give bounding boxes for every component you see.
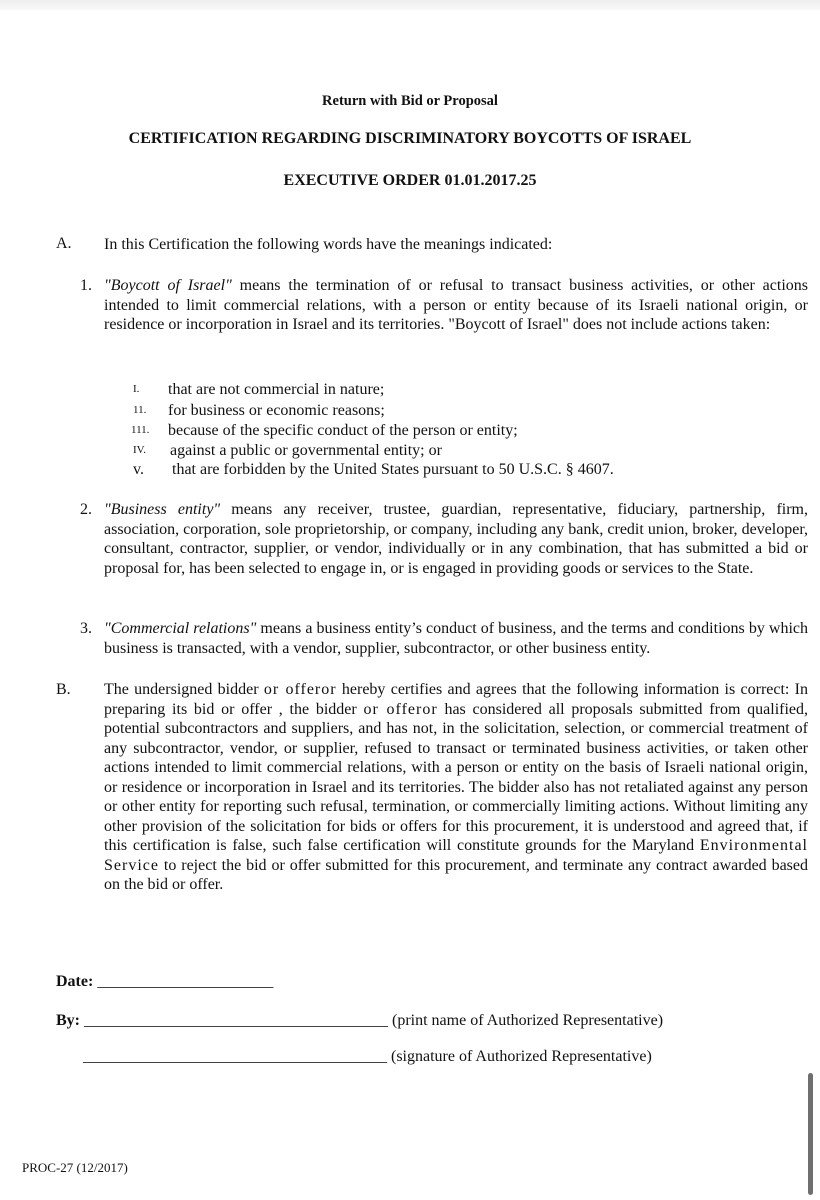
agency-name: Environmental Service bbox=[104, 837, 808, 874]
document-title: CERTIFICATION REGARDING DISCRIMINATORY BOYCOTTS OF ISRAEL bbox=[128, 130, 692, 147]
print-name-note: (print name of Authorized Representative) bbox=[392, 1012, 664, 1029]
subitem-text: for business or economic reasons; bbox=[168, 402, 385, 419]
definition-commercial-relations bbox=[104, 619, 808, 658]
definition-commercial-relations-text: means a business entity’s conduct of business, and the terms and conditions by which business is transacted, with a vendor, supplier, subcontractor, or other business entity. bbox=[104, 620, 808, 657]
certification-text-2: hereby certifies and agrees that the following information is correct: In preparing its bid or offer , the bidder bbox=[104, 681, 809, 718]
offeror-text: or offeror bbox=[263, 681, 337, 698]
subitem-number: 111. bbox=[131, 424, 150, 436]
offeror-text: or offeror bbox=[363, 700, 438, 718]
date-label: Date: bbox=[56, 973, 94, 990]
definition-2-number: 2. bbox=[80, 501, 92, 518]
by-label: By: bbox=[56, 1012, 80, 1029]
certification-paragraph bbox=[104, 680, 808, 895]
certification-text-3: has considered all proposals submitted from qualified, potential subcontractors and suppliers, and has not, in the solicitation, selection, or commercial treatment of any subcontractor, vendor, or supplier, refused to transact or terminated business activities, or taken other actions intended to limit commercial relations, with a person or entity on the basis of Israeli national origin, or residence or incorporation in Israel and its territories. The bidder also has not retaliated against any person or other entity for reporting such refusal, termination, or commercially limiting actions. Without limiting any other provision of the solicitation for bids or offers for this procurement, it is understood and agreed that, if this certification is false, such false certification will constitute grounds for the Maryland bbox=[104, 700, 809, 854]
subitem-number: v. bbox=[133, 461, 144, 478]
definition-boycott bbox=[104, 276, 808, 335]
return-instruction: Return with Bid or Proposal bbox=[322, 93, 498, 109]
definition-boycott-term: "Boycott of Israel" bbox=[104, 277, 232, 294]
form-number: PROC-27 (12/2017) bbox=[22, 1160, 128, 1175]
definition-business-entity-text: means any receiver, trustee, guardian, representative, fiduciary, partnership, firm, association, corporation, sole proprietorship, or company, including any bank, credit union, broker, developer, consultant, contractor, supplier, or vendor, individually or in any combination, that has submitted a bid or proposal for, has been selected to engage in, or is engaged in providing goods or services to the State. bbox=[104, 501, 808, 577]
scrollbar-thumb[interactable] bbox=[808, 1073, 813, 1195]
subitem-number: IV. bbox=[133, 444, 146, 456]
date-row bbox=[56, 973, 273, 991]
definition-business-entity-term: "Business entity" bbox=[104, 501, 221, 518]
executive-order: EXECUTIVE ORDER 01.01.2017.25 bbox=[283, 172, 537, 189]
subitem-text: that are not commercial in nature; bbox=[168, 381, 385, 398]
top-bar bbox=[0, 0, 820, 10]
certification-text-1: The undersigned bidder bbox=[104, 681, 264, 698]
definition-business-entity bbox=[104, 500, 808, 578]
date-field[interactable]: ______________________ bbox=[97, 973, 274, 990]
subitem-text: against a public or governmental entity; or bbox=[170, 442, 442, 459]
section-a-label: A. bbox=[56, 235, 72, 252]
definition-commercial-relations-term: "Commercial relations" bbox=[104, 620, 257, 637]
signature-field[interactable]: ______________________________________ bbox=[83, 1048, 387, 1065]
subitem-text: that are forbidden by the United States pursuant to 50 U.S.C. § 4607. bbox=[172, 461, 614, 478]
section-a-intro: In this Certification the following words have the meanings indicated: bbox=[104, 236, 553, 253]
print-name-field[interactable]: ______________________________________ bbox=[84, 1012, 388, 1029]
signature-row bbox=[83, 1048, 652, 1066]
certification-text-4: to reject the bid or offer submitted for this procurement, and terminate any contract awarded based on the bid or offer. bbox=[104, 856, 808, 893]
section-b-label: B. bbox=[56, 681, 71, 698]
definition-3-number: 3. bbox=[80, 620, 92, 637]
subitem-number: I. bbox=[133, 383, 140, 395]
subitem-number: 11. bbox=[133, 404, 147, 416]
definition-boycott-text: means the termination of or refusal to transact business activities, or other actions intended to limit commercial relations, with a person or entity because of its Israeli national origin, or residence or incorporation in Israel and its territories. "Boycott of Israel" does not include actions taken: bbox=[104, 277, 808, 333]
by-row bbox=[56, 1012, 663, 1030]
definition-1-number: 1. bbox=[80, 277, 92, 294]
subitem-text: because of the specific conduct of the person or entity; bbox=[168, 422, 518, 439]
signature-note: (signature of Authorized Representative) bbox=[391, 1048, 652, 1065]
